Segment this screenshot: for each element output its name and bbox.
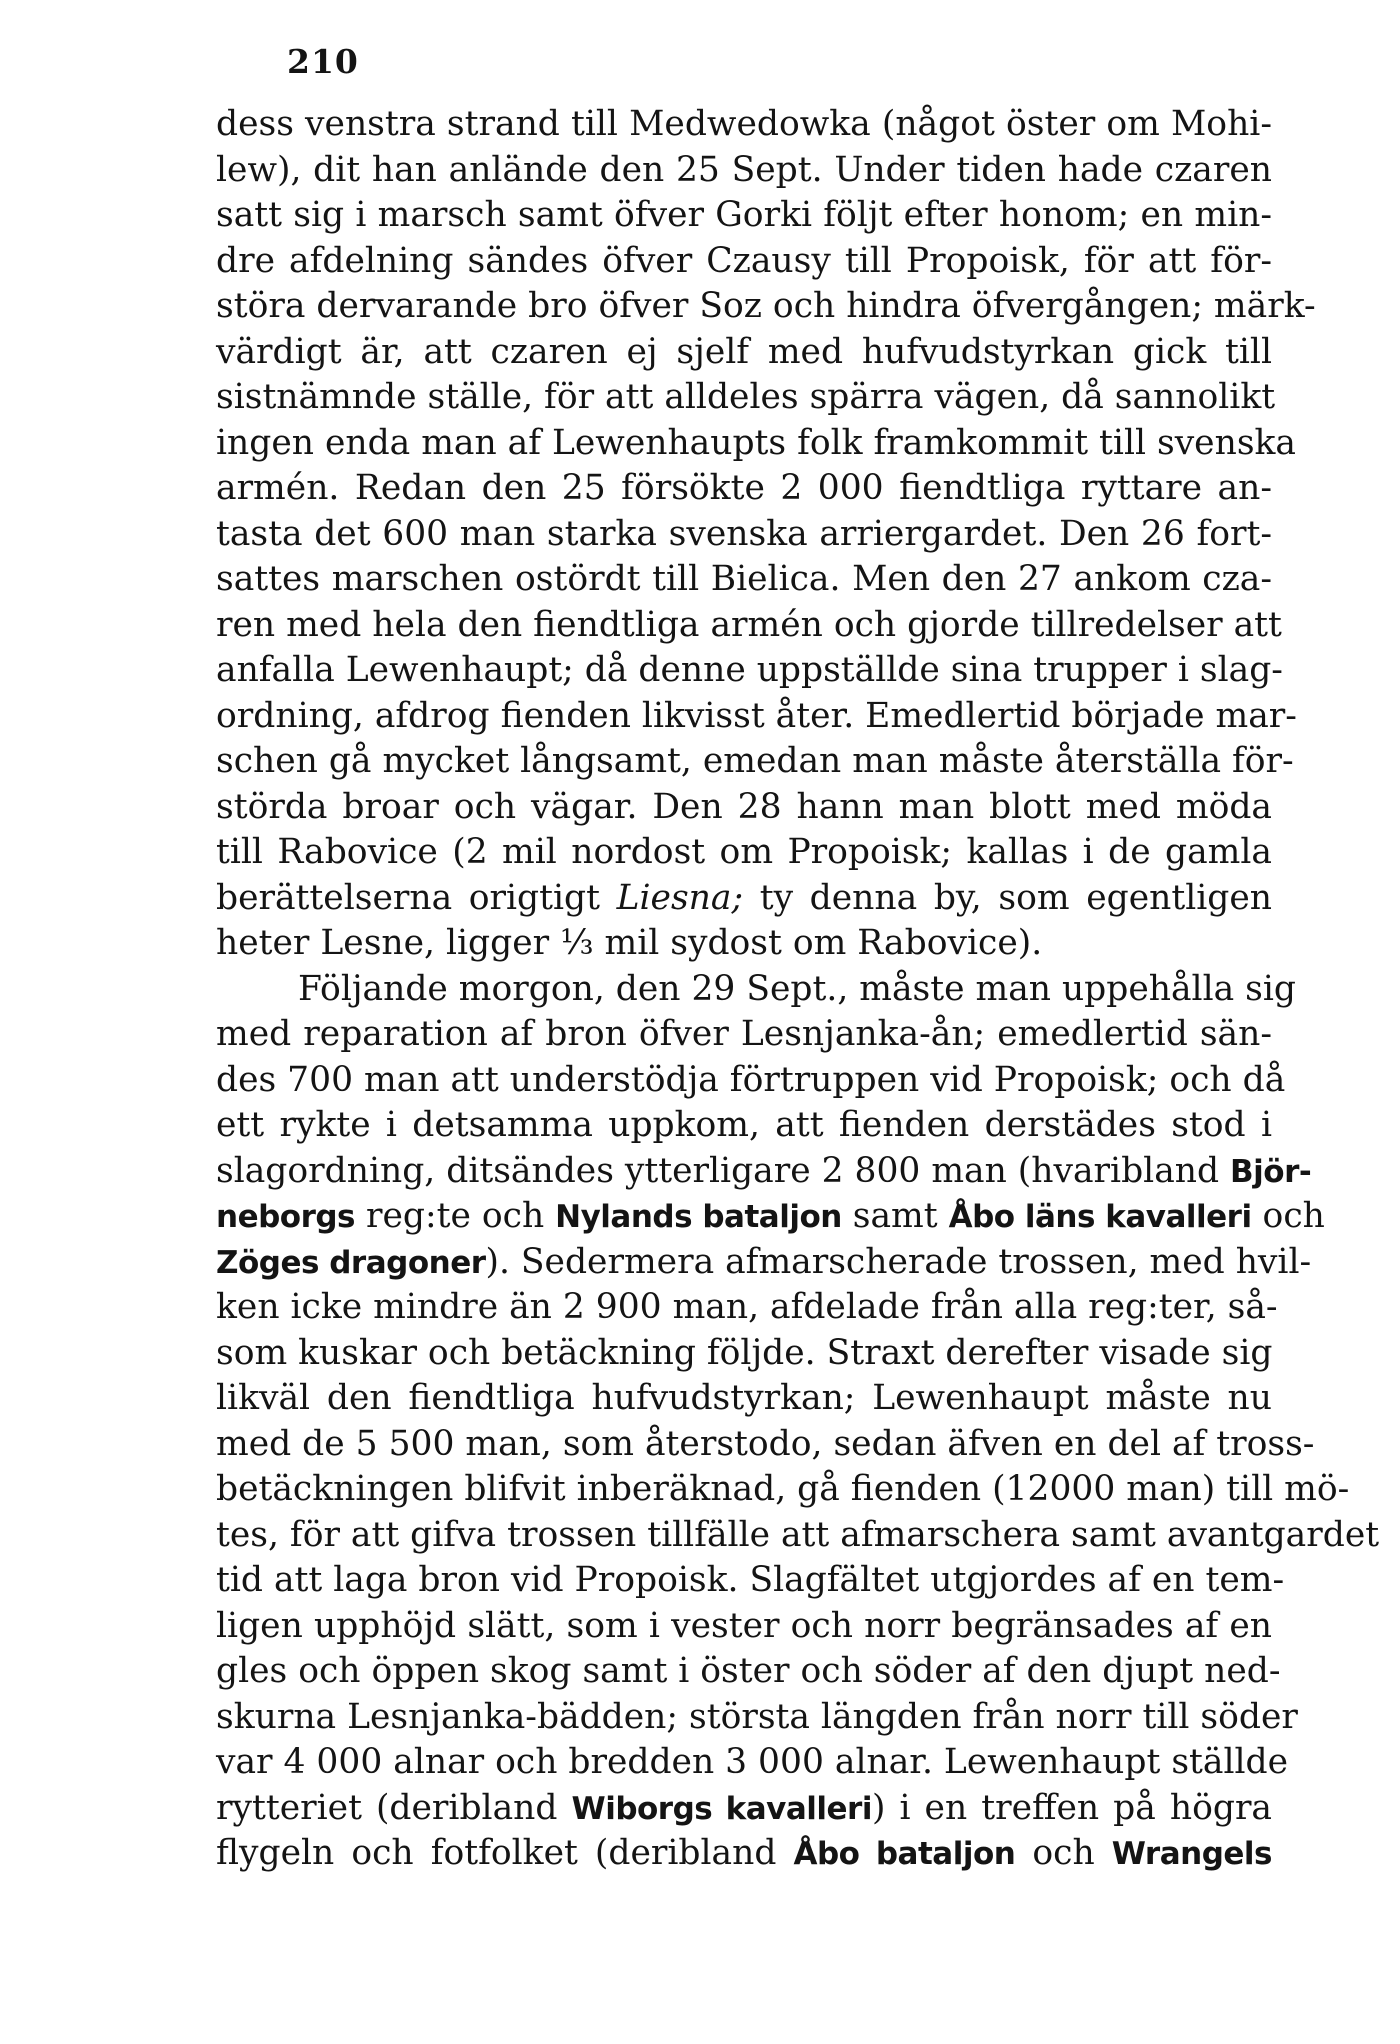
text-line <box>216 1103 1272 1149</box>
text-line <box>216 1194 1325 1240</box>
text-line <box>216 284 1316 330</box>
text-segment: tes, för att gifva trossen tillfälle att afmarschera samt avantgardet <box>216 1514 1380 1555</box>
text-segment: slagordning, ditsändes ytterligare 2 800 man (hvaribland <box>216 1150 1231 1191</box>
text-line <box>216 1467 1350 1513</box>
text-segment: lew), dit han anlände den 25 Sept. Under tiden hade czaren <box>216 149 1272 190</box>
page-number: 210 <box>287 42 359 81</box>
unit-name: Björ- <box>1230 1153 1312 1190</box>
text-line <box>216 1649 1281 1695</box>
text-line <box>216 830 1272 876</box>
text-line <box>216 1831 1272 1877</box>
text-line <box>216 967 1296 1013</box>
text-segment: ligen upphöjd slätt, som i vester och norr begränsades af en <box>216 1605 1272 1646</box>
text-segment: satt sig i marsch samt öfver Gorki följt efter honom; en min- <box>216 195 1272 235</box>
text-segment: med de 5 500 man, som återstodo, sedan äfven en del af tross- <box>216 1423 1315 1464</box>
text-segment: schen gå mycket långsamt, emedan man måste återställa för- <box>216 741 1294 781</box>
text-line <box>216 1695 1298 1741</box>
text-segment: likväl den fiendtliga hufvudstyrkan; Lewenhaupt måste nu <box>216 1378 1272 1418</box>
text-segment: ren med hela den fiendtliga armén och gjorde tillredelser att <box>216 604 1282 645</box>
text-line <box>216 648 1283 694</box>
body-text <box>216 102 1380 1877</box>
text-segment: ingen enda man af Lewenhaupts folk framkommit till svenska <box>216 422 1296 463</box>
text-segment: reg:te och <box>355 1196 556 1236</box>
text-segment: berättelserna origtigt <box>216 877 617 918</box>
text-segment: ordning, afdrog fienden likvisst åter. Emedlertid började mar- <box>216 695 1297 736</box>
text-segment: dess venstra strand till Medwedowka (något öster om Mohi- <box>216 104 1272 144</box>
text-segment: samt <box>841 1196 949 1236</box>
unit-name: Nylands bataljon <box>555 1199 842 1235</box>
text-segment: störda broar och vägar. Den 28 hann man blott med möda <box>216 786 1272 827</box>
text-line <box>216 1376 1272 1422</box>
text-line <box>216 603 1282 649</box>
text-line <box>216 1240 1312 1286</box>
unit-name: Zöges dragoner <box>216 1244 486 1281</box>
text-line <box>216 694 1297 740</box>
text-line <box>216 1149 1312 1195</box>
text-segment: heter Lesne, ligger ⅓ mil sydost om Rabovice). <box>216 923 1043 963</box>
text-segment: ken icke mindre än 2 900 man, afdelade från alla reg:ter, så- <box>216 1287 1278 1327</box>
unit-name: Wiborgs kavalleri <box>571 1790 872 1827</box>
text-line <box>216 1740 1289 1786</box>
text-line <box>216 421 1296 467</box>
text-segment: störa dervarande bro öfver Soz och hindra öfvergången; märk- <box>216 286 1316 326</box>
text-segment: Följande morgon, den 29 Sept., måste man uppehålla sig <box>298 968 1296 1009</box>
text-segment: tid att laga bron vid Propoisk. Slagfältet utgjordes af en tem- <box>216 1560 1285 1600</box>
unit-name: Åbo bataljon <box>793 1836 1016 1872</box>
text-line <box>216 1012 1272 1058</box>
italic-text: Liesna; <box>616 877 744 918</box>
text-segment: ty denna by, som egentligen <box>743 877 1272 918</box>
text-segment: som kuskar och betäckning följde. Straxt derefter visade sig <box>216 1332 1273 1373</box>
unit-name: Wrangels <box>1111 1836 1272 1872</box>
text-line <box>216 512 1272 558</box>
text-segment: rytteriet (deribland <box>216 1787 572 1828</box>
unit-name: neborgs <box>216 1199 356 1235</box>
text-segment: med reparation af bron öfver Lesnjanka-ån; emedlertid sän- <box>216 1014 1272 1054</box>
text-segment: betäckningen blifvit inberäknad, gå fienden (12000 man) till mö- <box>216 1469 1350 1509</box>
text-segment: tasta det 600 man starka svenska arriergardet. Den 26 fort- <box>216 513 1272 554</box>
text-segment: och <box>1015 1833 1112 1873</box>
text-line <box>216 148 1272 194</box>
text-segment: var 4 000 alnar och bredden 3 000 alnar. Lewenhaupt ställde <box>216 1742 1289 1782</box>
text-line <box>216 102 1272 148</box>
text-line <box>216 1604 1272 1650</box>
text-line <box>216 876 1272 922</box>
text-line <box>216 1331 1272 1377</box>
text-segment: flygeln och fotfolket (deribland <box>216 1833 794 1873</box>
text-line <box>216 375 1276 421</box>
text-line <box>216 785 1272 831</box>
text-segment: dre afdelning sändes öfver Czausy till Propoisk, för att för- <box>216 240 1272 281</box>
text-line <box>216 1786 1272 1832</box>
text-line <box>216 1513 1380 1559</box>
text-line <box>216 193 1272 239</box>
text-segment: des 700 man att understödja förtruppen vid Propoisk; och då <box>216 1059 1286 1100</box>
text-segment: ett rykte i detsamma uppkom, att fienden derstädes stod i <box>216 1105 1272 1145</box>
text-segment: skurna Lesnjanka-bädden; största längden från norr till söder <box>216 1696 1298 1737</box>
text-line <box>216 1558 1285 1604</box>
text-line <box>216 330 1272 376</box>
text-line <box>216 239 1272 285</box>
text-segment: ) i en treffen på högra <box>871 1787 1273 1828</box>
text-segment: sattes marschen ostördt till Bielica. Men den 27 ankom cza- <box>216 559 1272 599</box>
text-line <box>216 1285 1278 1331</box>
text-line <box>216 1058 1286 1104</box>
text-segment: sistnämnde ställe, för att alldeles spärra vägen, då sannolikt <box>216 377 1276 417</box>
text-line <box>216 1422 1315 1468</box>
text-segment: till Rabovice (2 mil nordost om Propoisk; kallas i de gamla <box>216 832 1272 872</box>
text-segment: värdigt är, att czaren ej sjelf med hufvudstyrkan gick till <box>216 331 1272 372</box>
text-segment: ). Sedermera afmarscherade trossen, med hvil- <box>485 1241 1312 1282</box>
text-segment: anfalla Lewenhaupt; då denne uppställde sina trupper i slag- <box>216 650 1283 690</box>
text-line <box>216 466 1272 512</box>
unit-name: Åbo läns kavalleri <box>948 1199 1252 1235</box>
text-line <box>216 921 1272 967</box>
text-segment: gles och öppen skog samt i öster och söder af den djupt ned- <box>216 1651 1281 1691</box>
text-line <box>216 557 1272 603</box>
text-segment: armén. Redan den 25 försökte 2 000 fiendtliga ryttare an- <box>216 468 1272 508</box>
text-line <box>216 739 1294 785</box>
text-segment: och <box>1251 1196 1325 1236</box>
